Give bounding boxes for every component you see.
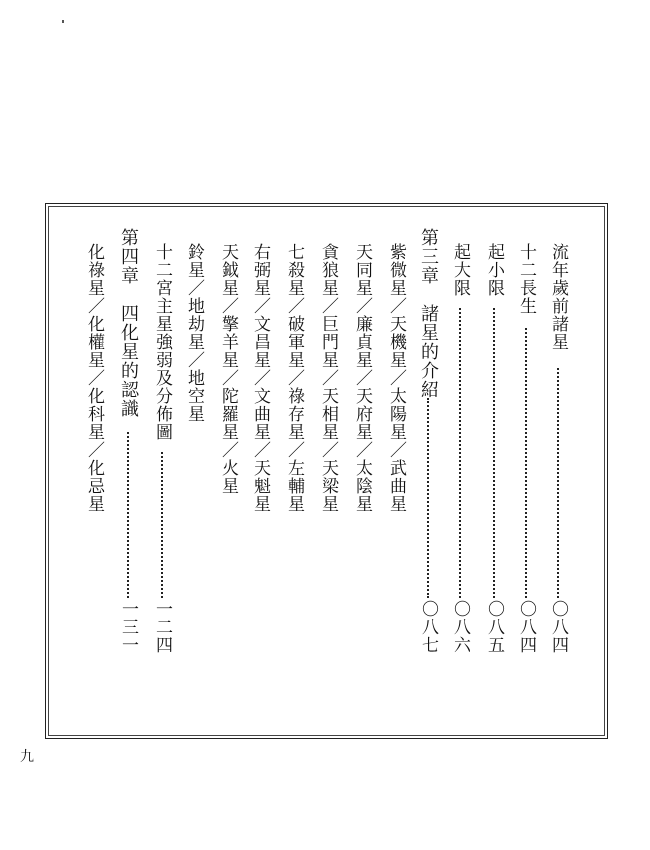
toc-entry <box>484 0 504 850</box>
toc-entry-title: 第四章 四化星的認識 <box>118 228 139 418</box>
toc-entry <box>318 0 338 850</box>
toc-entry <box>386 0 406 850</box>
toc-entry <box>184 0 204 850</box>
toc-entry <box>284 0 304 850</box>
toc-entry-page: 〇八六 <box>450 600 470 654</box>
toc-entry-title: 化祿星／化權星／化科星／化忌星 <box>84 243 104 513</box>
toc-entry-title: 天同星／廉貞星／天府星／太陰星 <box>352 243 372 513</box>
toc-entry <box>218 0 238 850</box>
toc-entry-page: 〇八五 <box>484 600 504 654</box>
dot-leader <box>127 432 129 598</box>
page-number: 九 <box>20 749 34 765</box>
toc-entry-title: 十二宮主星強弱及分佈圖 <box>152 243 172 441</box>
toc-entry <box>418 0 438 850</box>
toc-entry-title: 起大限 <box>450 243 470 297</box>
dot-leader <box>427 398 429 598</box>
toc-entry-title: 貪狼星／巨門星／天相星／天梁星 <box>318 243 338 513</box>
toc-entry-page: 〇八七 <box>418 600 438 654</box>
toc-entry <box>548 0 568 850</box>
dot-leader <box>161 452 163 598</box>
toc-entry-title: 第三章 諸星的介紹 <box>418 228 439 399</box>
scan-speck <box>62 20 64 23</box>
dot-leader <box>493 308 495 598</box>
toc-entry <box>152 0 172 850</box>
toc-entry-page: 〇八四 <box>548 600 568 654</box>
toc-entry-title: 七殺星／破軍星／祿存星／左輔星 <box>284 243 304 513</box>
toc-entry-title: 十二長生 <box>516 243 536 315</box>
toc-entry <box>450 0 470 850</box>
toc-entry-page: 一二四 <box>152 600 172 654</box>
toc-entry <box>250 0 270 850</box>
toc-entry-title: 天鉞星／擎羊星／陀羅星／火星 <box>218 243 238 495</box>
toc-entry-title: 紫微星／天機星／太陽星／武曲星 <box>386 243 406 513</box>
toc-entry <box>84 0 104 850</box>
toc-entry <box>516 0 536 850</box>
toc-entry-page: 一三一 <box>118 600 138 654</box>
toc-entry-title: 右弼星／文昌星／文曲星／天魁星 <box>250 243 270 513</box>
dot-leader <box>557 368 559 598</box>
toc-entry-page: 〇八四 <box>516 600 536 654</box>
toc-entry-title: 起小限 <box>484 243 504 297</box>
toc-entry <box>118 0 138 850</box>
toc-entry-title: 流年歲前諸星 <box>548 243 568 351</box>
dot-leader <box>459 308 461 598</box>
toc-entry-title: 鈴星／地劫星／地空星 <box>184 243 204 423</box>
toc-entry <box>352 0 372 850</box>
dot-leader <box>525 328 527 598</box>
